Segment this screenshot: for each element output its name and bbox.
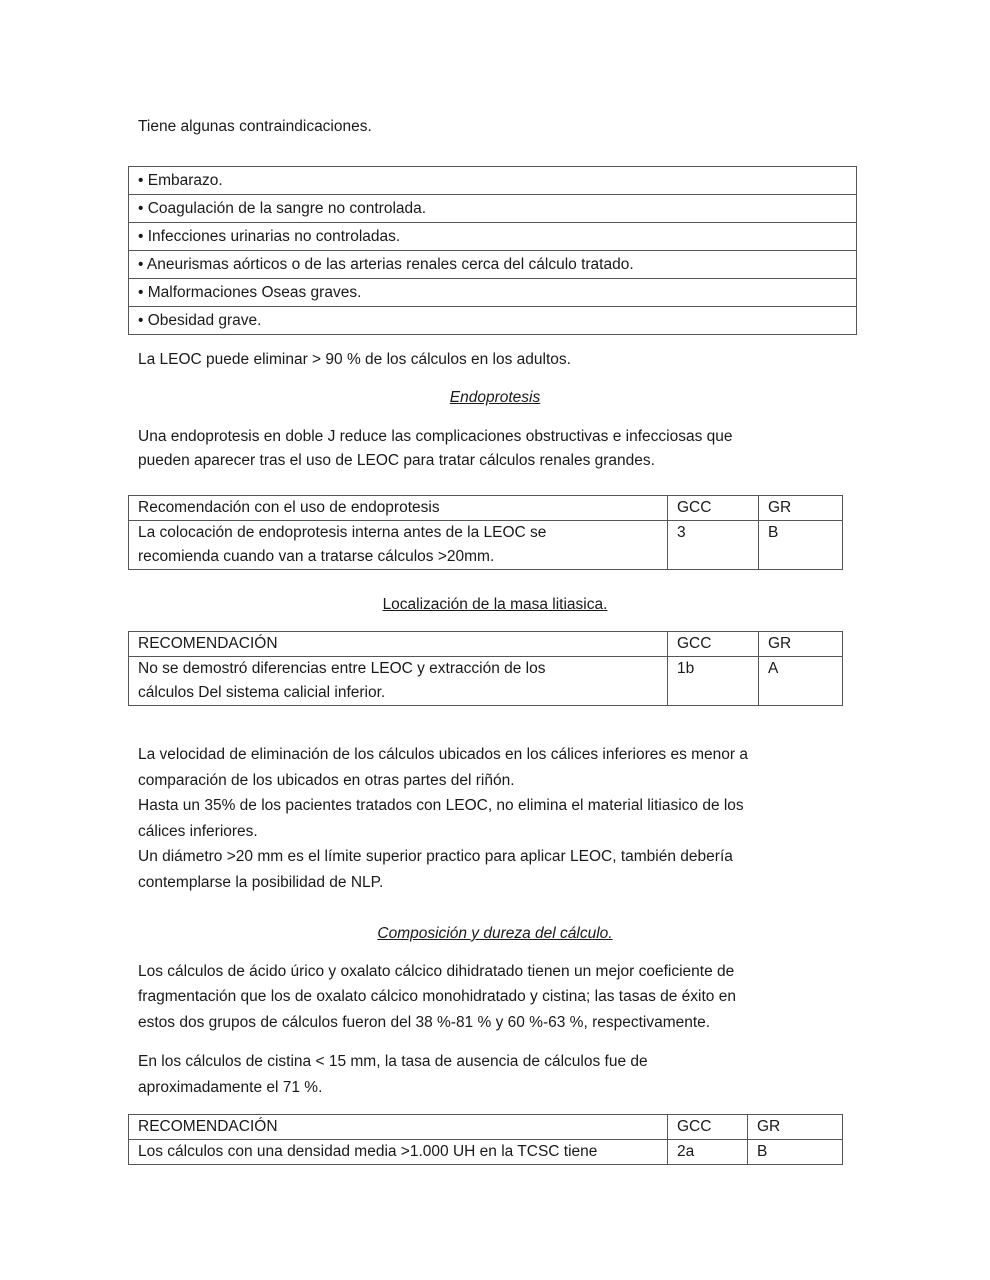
table-cell: B [748, 1140, 843, 1165]
table-header-row [129, 632, 843, 657]
table-cell: A [759, 657, 843, 706]
endoprotesis-heading: Endoprotesis [449, 389, 541, 406]
composicion-table [128, 1114, 843, 1165]
table-cell: • Coagulación de la sangre no controlada. [129, 195, 857, 223]
paragraph-line: fragmentación que los de oxalato cálcico monohidratado y cistina; las tasas de éxito en [138, 988, 736, 1005]
table-row [129, 167, 857, 195]
paragraph-line: cálices inferiores. [138, 823, 258, 840]
paragraph-line: Los cálculos de ácido úrico y oxalato cálcico dihidratado tienen un mejor coeficiente de [138, 963, 735, 980]
endoprotesis-table [128, 495, 843, 570]
header-cell: GCC [668, 1115, 748, 1140]
contraindications-table [128, 166, 857, 335]
table-row [129, 657, 843, 706]
paragraph-line: pueden aparecer tras el uso de LEOC para tratar cálculos renales grandes. [138, 452, 655, 469]
table-header-row [129, 496, 843, 521]
header-cell: GR [759, 496, 843, 521]
table-cell [129, 521, 668, 570]
localizacion-table [128, 631, 843, 706]
header-cell: RECOMENDACIÓN [129, 1115, 668, 1140]
table-cell: • Malformaciones Oseas graves. [129, 279, 857, 307]
table-cell: 1b [668, 657, 759, 706]
cell-line: recomienda cuando van a tratarse cálculos >20mm. [138, 548, 495, 565]
table-cell: Los cálculos con una densidad media >1.000 UH en la TCSC tiene [129, 1140, 668, 1165]
paragraph-line: estos dos grupos de cálculos fueron del 38 %-81 % y 60 %-63 %, respectivamente. [138, 1014, 711, 1031]
header-cell: GR [759, 632, 843, 657]
table-cell: B [759, 521, 843, 570]
table-cell: • Embarazo. [129, 167, 857, 195]
paragraph-line: Hasta un 35% de los pacientes tratados con LEOC, no elimina el material litiasico de los [138, 797, 744, 814]
table-row [129, 279, 857, 307]
header-cell: GCC [668, 496, 759, 521]
table-cell: • Obesidad grave. [129, 307, 857, 335]
composicion-heading: Composición y dureza del cálculo. [377, 925, 613, 942]
header-cell: Recomendación con el uso de endoprotesis [129, 496, 668, 521]
paragraph-line: contemplarse la posibilidad de NLP. [138, 874, 384, 891]
table-row [129, 251, 857, 279]
table-cell: 3 [668, 521, 759, 570]
table-cell: • Aneurismas aórticos o de las arterias renales cerca del cálculo tratado. [129, 251, 857, 279]
paragraph-line: aproximadamente el 71 %. [138, 1079, 323, 1096]
table-row [129, 223, 857, 251]
cell-line: No se demostró diferencias entre LEOC y extracción de los [138, 660, 546, 677]
localizacion-heading: Localización de la masa litiasica. [382, 596, 608, 613]
header-cell: GR [748, 1115, 843, 1140]
leoc-statement: La LEOC puede eliminar > 90 % de los cálculos en los adultos. [138, 351, 571, 368]
table-row [129, 521, 843, 570]
paragraph-line: Un diámetro >20 mm es el límite superior practico para aplicar LEOC, también debería [138, 848, 733, 865]
intro-text: Tiene algunas contraindicaciones. [138, 118, 372, 135]
table-row [129, 307, 857, 335]
table-header-row [129, 1115, 843, 1140]
cell-line: cálculos Del sistema calicial inferior. [138, 684, 386, 701]
paragraph-line: La velocidad de eliminación de los cálculos ubicados en los cálices inferiores es menor a [138, 746, 749, 763]
table-cell: 2a [668, 1140, 748, 1165]
table-cell: • Infecciones urinarias no controladas. [129, 223, 857, 251]
table-cell [129, 657, 668, 706]
paragraph-line: Una endoprotesis en doble J reduce las complicaciones obstructivas e infecciosas que [138, 428, 733, 445]
header-cell: GCC [668, 632, 759, 657]
table-row [129, 1140, 843, 1165]
paragraph-line: comparación de los ubicados en otras partes del riñón. [138, 772, 515, 789]
paragraph-line: En los cálculos de cistina < 15 mm, la tasa de ausencia de cálculos fue de [138, 1053, 648, 1070]
table-row [129, 195, 857, 223]
cell-line: La colocación de endoprotesis interna antes de la LEOC se [138, 524, 547, 541]
header-cell: RECOMENDACIÓN [129, 632, 668, 657]
